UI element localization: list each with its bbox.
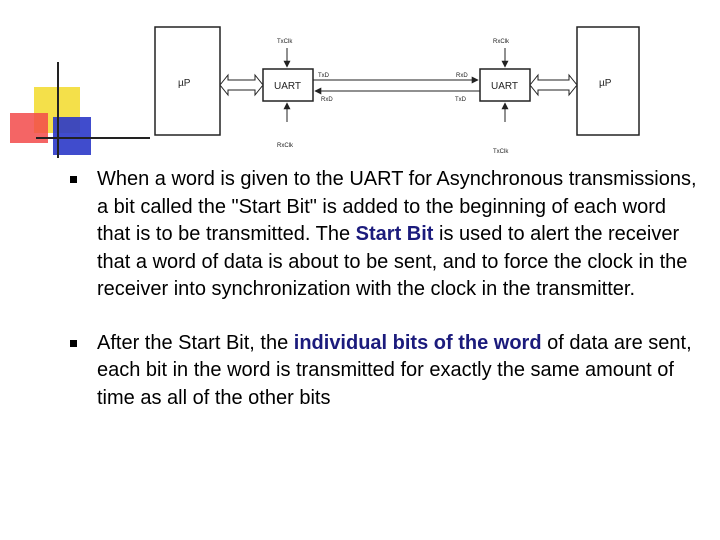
bullet-text: When a word is given to the UART for Asynchronous transmissions, a bit called the "Start Bit" is added to the beginning of each word that is to be transmitted. The — [97, 168, 697, 245]
bullet-item-start-bit — [70, 166, 700, 304]
bullet-text: of data are sent, each bit in the word is transmitted for exactly the same amount of time as all of the other bits — [97, 331, 692, 409]
right-rxd-label: RxD — [456, 73, 468, 79]
left-rxd-label: RxD — [321, 97, 333, 103]
right-txd-label: TxD — [455, 97, 466, 103]
left-bus-arrow — [220, 75, 263, 95]
left-rxclk-label: RxClk — [277, 143, 293, 149]
square-bullet-icon — [70, 340, 77, 347]
bullet-text: is used to alert the receiver that a word of data is about to be sent, and to force the clock in the receiver into synchronization with the clock in the transmitter. — [97, 223, 688, 300]
right-uart-label: UART — [491, 81, 519, 92]
left-txd-label: TxD — [318, 73, 329, 79]
bullet-text: After the Start Bit, the — [97, 331, 294, 354]
right-txclk-label: TxClk — [493, 149, 509, 155]
left-txclk-label: TxClk — [277, 39, 293, 45]
right-host-label: µP — [599, 78, 612, 89]
left-host-label: µP — [178, 78, 191, 89]
left-uart-label: UART — [274, 81, 302, 92]
uart-diagram — [0, 0, 720, 160]
bullet-emphasis: individual bits of the word — [293, 331, 542, 354]
right-bus-arrow — [530, 75, 577, 95]
right-rxclk-label: RxClk — [493, 39, 509, 45]
bullet-emphasis: Start Bit — [355, 223, 434, 245]
square-bullet-icon — [70, 176, 77, 183]
bullet-list — [70, 166, 700, 412]
bullet-item-data-bits — [70, 330, 700, 413]
